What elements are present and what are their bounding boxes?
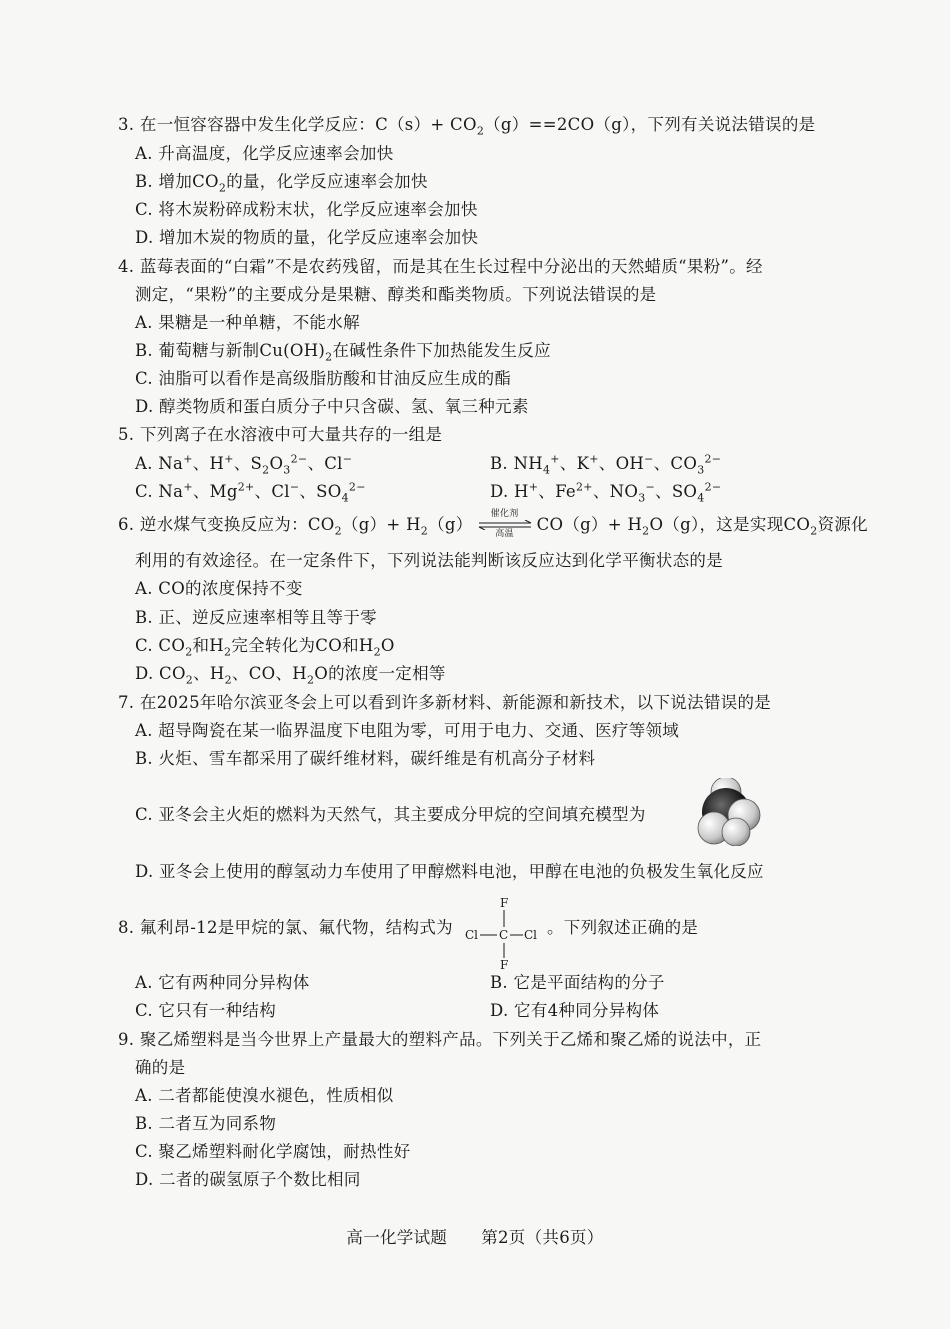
question-9-option-a: A. 二者都能使溴水褪色，性质相似 [135,1086,394,1105]
question-6-option-a: A. CO的浓度保持不变 [135,579,303,598]
question-5-stem: 5. 下列离子在水溶液中可大量共存的一组是 [118,425,443,444]
question-8-option-c: C. 它只有一种结构 [135,1001,277,1020]
question-9-option-b: B. 二者互为同系物 [135,1114,277,1133]
question-4-option-a: A. 果糖是一种单糖，不能水解 [135,313,360,332]
question-6-stem-line2: 利用的有效途径。在一定条件下，下列说法能判断该反应达到化学平衡状态的是 [135,551,723,570]
question-4-option-d: D. 醇类物质和蛋白质分子中只含碳、氢、氧三种元素 [135,397,529,416]
page-footer [0,1224,950,1248]
equilibrium-arrow: 催化剂 高温 [477,515,533,537]
question-8-option-d: D. 它有4种同分异构体 [490,1001,660,1020]
question-8-option-a: A. 它有两种同分异构体 [135,973,310,992]
question-7-option-b: B. 火炬、雪车都采用了碳纤维材料，碳纤维是有机高分子材料 [135,749,596,768]
question-7-option-a: A. 超导陶瓷在某一临界温度下电阻为零，可用于电力、交通、医疗等领域 [135,721,680,740]
question-5-option-b: B. $NH_4^+$、K+、OH−、$CO_3^{2-}$ [490,452,722,477]
question-4-option-b: B. 葡萄糖与新制$Cu(OH)_2$在碱性条件下加热能发生反应 [135,341,551,364]
question-5-option-d: D. H+、$Fe^{2+}$、$NO_3^-$、$SO_4^{2-}$ [490,480,722,505]
question-7-option-c: C. 亚冬会主火炬的燃料为天然气，其主要成分甲烷的空间填充模型为 [135,805,646,824]
question-3-option-b: B. 增加$CO_2$的量，化学反应速率会加快 [135,172,428,195]
question-3-stem: 3. 在一恒容容器中发生化学反应：$C(s)+ CO_2(g)==2CO(g)$，下列有关说法错误的是 [118,115,816,138]
question-9-stem-line1: 9. 聚乙烯塑料是当今世界上产量最大的塑料产品。下列关于乙烯和聚乙烯的说法中，正 [118,1030,762,1049]
footer-page-number: 第2页（共6页） [481,1228,604,1247]
question-9-stem-line2: 确的是 [135,1058,186,1077]
question-9-option-d: D. 二者的碳氢原子个数比相同 [135,1170,361,1189]
question-7-stem: 7. 在2025年哈尔滨亚冬会上可以看到许多新材料、新能源和新技术，以下说法错误的是 [118,693,772,712]
question-4-stem-line1: 4. 蓝莓表面的“白霜”不是农药残留，而是其在生长过程中分泌出的天然蜡质“果粉”。经 [118,257,763,276]
question-4-stem-line2: 测定，“果粉”的主要成分是果糖、醇类和酯类物质。下列说法错误的是 [135,285,657,304]
question-9-option-c: C. 聚乙烯塑料耐化学腐蚀，耐热性好 [135,1142,411,1161]
question-3-option-d: D. 增加木炭的物质的量，化学反应速率会加快 [135,228,479,247]
footer-subject: 高一化学试题 [346,1228,448,1247]
freon-structural-formula: F Cl C Cl F [465,896,538,972]
question-8-option-b: B. 它是平面结构的分子 [490,973,665,992]
question-6-option-c: C. $CO_2$和$H_2$完全转化为CO和$H_2O$ [135,636,395,659]
question-6-option-d: D. $CO_2$、$H_2$、CO、$H_2O$的浓度一定相等 [135,664,446,687]
question-6-stem-line1: 6. 逆水煤气变换反应为：$CO_2(g)+ H_2(g)$ 催化剂 高温 $CO(g)+ H_2O(g)$，这是实现$CO_2$资源化 [118,508,868,539]
question-6-option-b: B. 正、逆反应速率相等且等于零 [135,608,377,627]
question-8-stem: 8. 氟利昂-12是甲烷的氯、氟代物，结构式为 。下列叙述正确的是 [118,918,699,937]
question-3-option-c: C. 将木炭粉碎成粉末状，化学反应速率会加快 [135,200,478,219]
question-5-option-a: A. Na+、H+、$S_2O_3^{2-}$、Cl− [135,452,353,477]
question-5-option-c: C. Na+、$Mg^{2+}$、Cl−、$SO_4^{2-}$ [135,480,366,505]
methane-space-filling-model-icon [686,778,766,846]
question-7-option-d: D. 亚冬会上使用的醇氢动力车使用了甲醇燃料电池，甲醇在电池的负极发生氧化反应 [135,862,764,881]
question-3-option-a: A. 升高温度，化学反应速率会加快 [135,144,394,163]
question-4-option-c: C. 油脂可以看作是高级脂肪酸和甘油反应生成的酯 [135,369,512,388]
